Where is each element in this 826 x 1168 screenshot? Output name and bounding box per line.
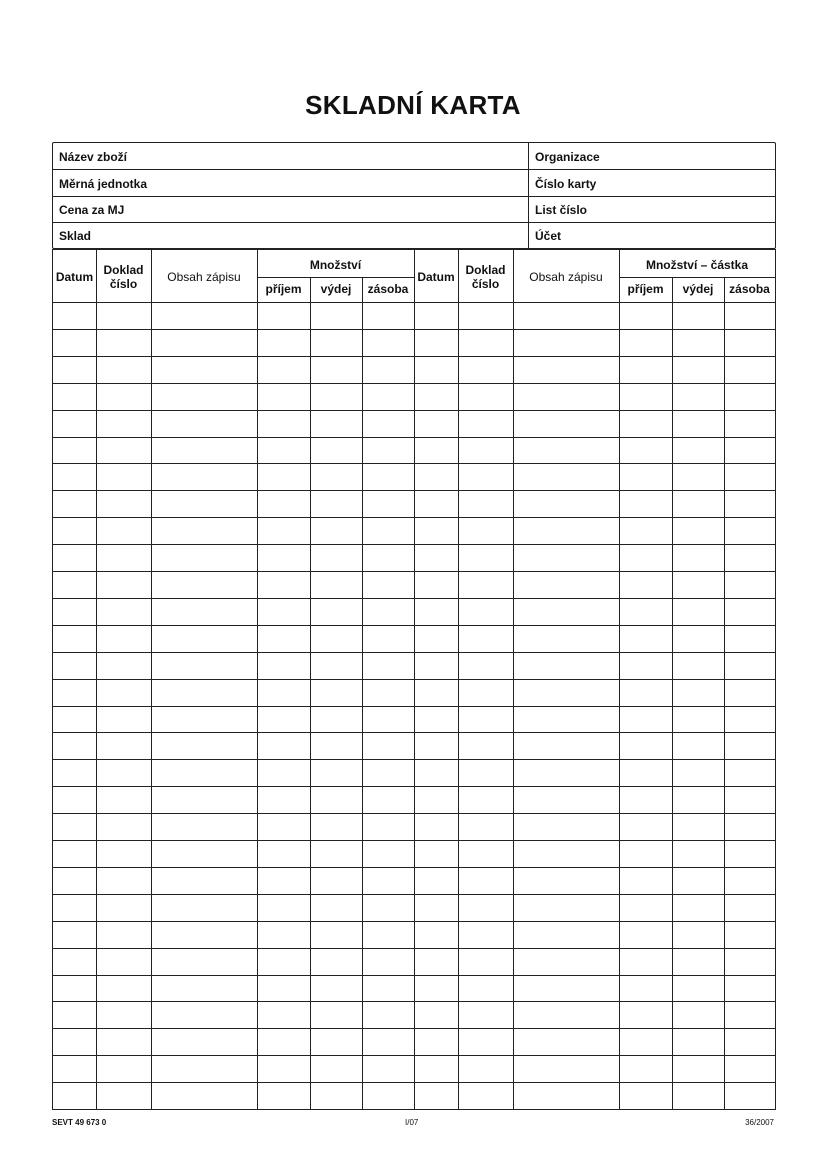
account-field[interactable]: [529, 222, 775, 248]
unit-field[interactable]: [53, 170, 529, 196]
table-row: [53, 867, 775, 868]
table-row: [53, 302, 775, 303]
table-row: [53, 759, 775, 760]
table-row: [53, 1082, 775, 1083]
field-label: Organizace: [535, 150, 600, 164]
column-divider: [724, 277, 725, 1109]
col-header-doklad-cislo: číslo: [109, 277, 138, 291]
column-divider: [310, 277, 311, 1109]
table-row: [53, 732, 775, 733]
field-label: Cena za MJ: [59, 203, 125, 217]
header-info-box: [52, 142, 776, 249]
table-row: [53, 706, 775, 707]
table-row: [53, 410, 775, 411]
col-header-obsah: Obsah zápisu: [167, 270, 241, 284]
col-header-prijem: příjem: [265, 282, 302, 296]
table-row: [53, 329, 775, 330]
product-name-field[interactable]: [53, 143, 529, 169]
table-row: [53, 625, 775, 626]
form-date: 36/2007: [745, 1118, 774, 1127]
col-header-mnozstvi: Množství: [309, 258, 362, 272]
table-row: [53, 679, 775, 680]
field-label: Měrná jednotka: [59, 177, 148, 191]
column-divider: [362, 277, 363, 1109]
table-row: [53, 463, 775, 464]
table-row: [53, 1028, 775, 1029]
group-header-divider: [257, 277, 414, 278]
table-row: [53, 571, 775, 572]
table-row: [53, 921, 775, 922]
header-row: [53, 170, 775, 197]
field-label: Účet: [535, 229, 562, 243]
warehouse-field[interactable]: [53, 222, 529, 248]
table-row: [53, 1055, 775, 1056]
table-row: [53, 786, 775, 787]
table-row: [53, 356, 775, 357]
table-row: [53, 517, 775, 518]
field-label: Sklad: [59, 229, 92, 243]
col-header-mnozstvi-castka: Množství – částka: [645, 258, 749, 272]
table-row: [53, 813, 775, 814]
table-row: [53, 490, 775, 491]
header-row: [53, 222, 775, 248]
header-row: [53, 143, 775, 170]
table-row: [53, 840, 775, 841]
group-header-divider: [619, 277, 775, 278]
sheet-number-field[interactable]: [529, 196, 775, 222]
col-header-vydej: výdej: [320, 282, 352, 296]
form-version: I/07: [405, 1118, 419, 1127]
header-row: [53, 196, 775, 223]
form-code: SEVT 49 673 0: [52, 1118, 107, 1127]
col-header-doklad: Doklad: [103, 263, 144, 277]
col-header-doklad-cislo: číslo: [471, 277, 500, 291]
organization-field[interactable]: [529, 143, 775, 169]
col-header-zasoba: zásoba: [729, 282, 770, 296]
col-header-doklad: Doklad: [465, 263, 506, 277]
ledger-table: [52, 249, 776, 1110]
table-row: [53, 1001, 775, 1002]
page-title: SKLADNÍ KARTA: [305, 90, 521, 120]
field-label: List číslo: [535, 203, 588, 217]
table-row: [53, 894, 775, 895]
col-header-vydej: výdej: [682, 282, 714, 296]
table-row: [53, 652, 775, 653]
column-divider: [672, 277, 673, 1109]
col-header-obsah: Obsah zápisu: [529, 270, 603, 284]
col-header-datum: Datum: [417, 270, 455, 284]
col-header-zasoba: zásoba: [367, 282, 409, 296]
col-header-prijem: příjem: [627, 282, 664, 296]
table-row: [53, 383, 775, 384]
unit-price-field[interactable]: [53, 196, 529, 222]
col-header-datum: Datum: [55, 270, 94, 284]
table-row: [53, 598, 775, 599]
field-label: Číslo karty: [535, 177, 597, 191]
field-label: Název zboží: [59, 150, 128, 164]
table-row: [53, 437, 775, 438]
table-row: [53, 975, 775, 976]
table-row: [53, 544, 775, 545]
card-number-field[interactable]: [529, 170, 775, 196]
table-row: [53, 948, 775, 949]
